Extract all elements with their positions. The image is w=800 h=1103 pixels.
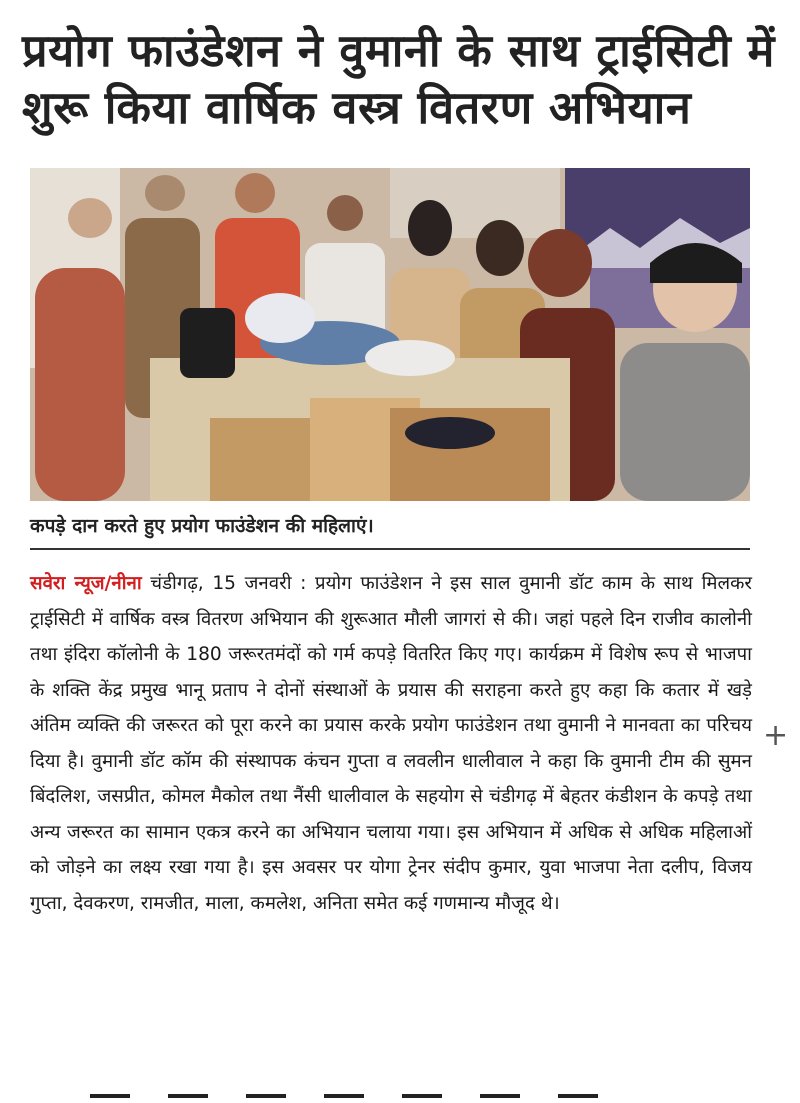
photo-people-distributing-clothes-icon (30, 168, 750, 501)
photo-caption: कपड़े दान करते हुए प्रयोग फाउंडेशन की महिलाएं। (30, 515, 374, 537)
article-body (30, 566, 752, 921)
news-photo (30, 168, 750, 501)
divider-line (30, 548, 750, 550)
byline: सवेरा न्यूज/नीना (30, 573, 142, 594)
headline: प्रयोग फाउंडेशन ने वुमानी के साथ ट्राईसिटी में शुरू किया वार्षिक वस्त्र वितरण अभियान (22, 24, 775, 134)
margin-plus-mark: + (763, 718, 789, 753)
article-text: चंडीगढ़, 15 जनवरी : प्रयोग फाउंडेशन ने इस साल वुमानी डॉट काम के साथ मिलकर ट्राईसिटी में वार्षिक वस्त्र वितरण अभियान की शुरूआत मौली जागरां से की। जहां पहले दिन राजीव कालोनी तथा इंदिरा कॉलोनी के 180 जरूरतमंदों को गर्म कपड़े वितरित किए गए। कार्यक्रम में विशेष रूप से भाजपा के शक्ति केंद्र प्रमुख भानू प्रताप ने दोनों संस्थाओं के प्रयास की सराहना करते हुए कहा कि कतार में खड़े अंतिम व्यक्ति की जरूरत को पूरा करने का प्रयास करके प्रयोग फाउंडेशन तथा वुमानी ने मानवता का परिचय दिया है। वुमानी डॉट कॉम की संस्थापक कंचन गुप्ता व लवलीन धालीवाल ने कहा कि वुमानी टीम की सुमन बिंदलिश, जसप्रीत, कोमल मैकोल तथा नैंसी धालीवाल के सहयोग से चंडीगढ़ में बेहतर कंडीशन के कपड़े तथा अन्य जरूरत का सामान एकत्र करने का अभियान चलाया गया। इस अभियान में अधिक से अधिक महिलाओं को जोड़ने का लक्ष्य रखा गया है। इस अवसर पर योगा ट्रेनर संदीप कुमार, युवा भाजपा नेता दलीप, विजय गुप्ता, देवकरण, रामजीत, माला, कमलेश, अनिता समेत कई गणमान्य मौजूद थे। (30, 573, 752, 914)
next-headline-cutoff (90, 1088, 690, 1103)
